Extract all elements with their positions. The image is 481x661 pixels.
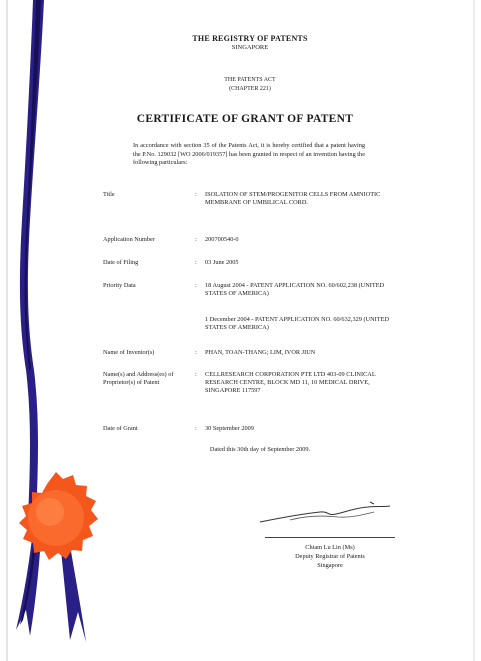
registry-name: THE REGISTRY OF PATENTS (192, 34, 308, 43)
filing-value: 03 June 2005 (205, 259, 239, 266)
title-value: ISOLATION OF STEM/PROGENITOR CELLS FROM AMNIOTIC MEMBRANE OF UMBILICAL CORD. (205, 191, 381, 207)
page-edge-right (473, 0, 475, 661)
signature-image (250, 498, 400, 528)
proprietor-value: CELLRESEARCH CORPORATION PTE LTD 403-09 CLINICAL RESEARCH CENTRE, BLOCK MD 11, 10 MEDICAL DRIVE, SINGAPORE 117597 (205, 371, 376, 395)
registry-country: SINGAPORE (231, 44, 269, 51)
priority-label: Priority Data (103, 282, 136, 289)
title-label: Title (103, 191, 115, 198)
grant-label: Date of Grant (103, 425, 138, 432)
grant-value: 30 September 2009 (205, 425, 254, 432)
signatory-place: Singapore (317, 562, 343, 569)
signatory-block (250, 543, 410, 570)
filing-label: Date of Filing (103, 259, 139, 266)
registry-header (150, 34, 350, 51)
act-chapter: (CHAPTER 221) (229, 86, 271, 92)
certificate-title: CERTIFICATE OF GRANT OF PATENT (136, 113, 354, 125)
signature-line (265, 537, 395, 538)
signatory-name: Chiam Lu Lin (Ms) (305, 544, 355, 551)
inventors-label: Name of Inventor(s) (103, 349, 155, 356)
application-value: 200700540-0 (205, 236, 239, 243)
act-name: THE PATENTS ACT (224, 77, 276, 83)
certificate-page: THE REGISTRY OF PATENTS SINGAPORE THE PATENTS ACT (CHAPTER 221) CERTIFICATE OF GRANT OF PATENT In accordance with section 35 of the Patents Act, it is hereby certified that a patent having the P.No. 129032 [WO 2006/019357] has been granted in respect of an invention having the following particulars: Title : ISOLATION OF STEM/PROGENITOR CELLS FROM AMNIOTIC MEMBRANE OF UMBILICAL CORD. Application Number : 200700540-0 Date of Filing : 03 June 2005 Priority Data : 18 August 2004 - PATENT APPLICATION NO. 60/602,238 (UNITED STATES OF AMERICA) 1 December 2004 - PATENT APPLICATION NO. 60/632,329 (UNITED STATES OF AMERICA) Name of Inventor(s) : PHAN, TOAN-THANG; LIM, IVOR JIUN Name(s) and Address(es) of Proprietor(s) of Patent : CELLRESEARCH CORPORATION PTE LTD 403-09 CLINICAL RESEARCH CENTRE, BLOCK MD 11, 10 MEDICAL DRIVE, SINGAPORE 117597 Date of Grant : 30 September 2009 Dated this 30th day of September 2009. Chiam Lu Lin (Ms) Deputy Registrar of Patents Singapore (0, 0, 481, 661)
application-label: Application Number (103, 236, 155, 243)
signatory-role: Deputy Registrar of Patents (295, 553, 365, 560)
priority-value-1: 18 August 2004 - PATENT APPLICATION NO. 60/602,238 (UNITED STATES OF AMERICA) (205, 282, 385, 298)
ribbon-and-seal (0, 0, 130, 661)
inventors-value: PHAN, TOAN-THANG; LIM, IVOR JIUN (205, 349, 316, 356)
priority-value-2: 1 December 2004 - PATENT APPLICATION NO. 60/632,329 (UNITED STATES OF AMERICA) (205, 316, 389, 332)
act-reference (150, 76, 350, 94)
proprietor-label: Name(s) and Address(es) of Proprietor(s) of Patent (103, 371, 174, 387)
certificate-intro: In accordance with section 35 of the Patents Act, it is hereby certified that a patent having the P.No. 129032 [WO 2006/019357] has been granted in respect of an invention having the following particulars: (133, 142, 365, 166)
dated-line: Dated this 30th day of September 2009. (209, 446, 311, 453)
